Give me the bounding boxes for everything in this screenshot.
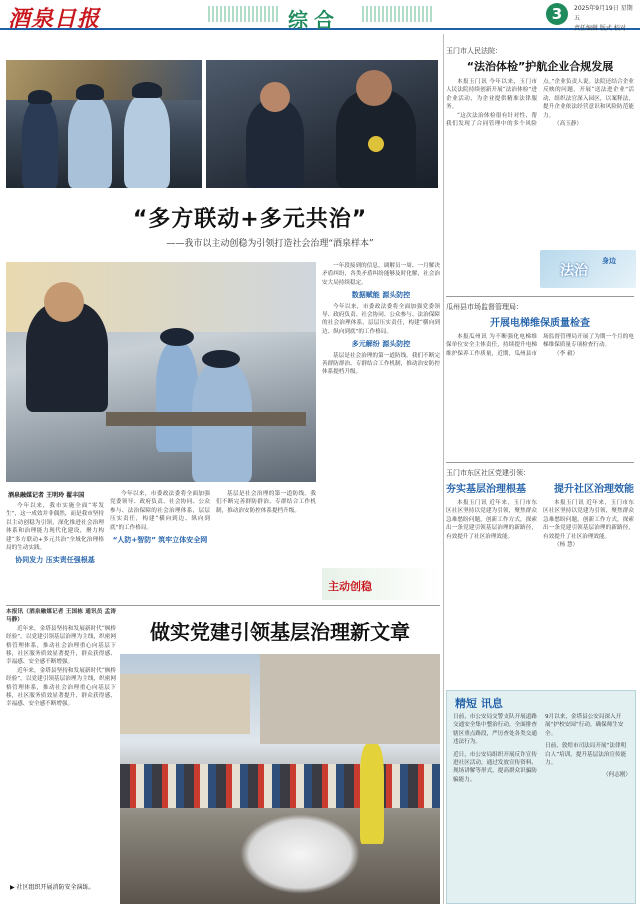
- issue-editors: 责任编辑 版式 校对: [574, 25, 626, 32]
- community-headline-row: [446, 480, 634, 495]
- photo-police-officers: [206, 60, 438, 188]
- section-title: 综合: [288, 8, 340, 32]
- elevator-headline: 开展电梯维保质量检查: [490, 318, 590, 329]
- elevator-kicker: 瓜州县市场监督管理局：: [446, 303, 523, 311]
- community-kicker: 玉门市东区社区党建引领：: [446, 469, 530, 477]
- bottom-intro-kicker: 本报讯（酒泉融媒记者 王国栋 通讯员 孟涛 马静）: [6, 609, 116, 624]
- brief-news-box: [446, 690, 636, 904]
- photo-fire-drill: [120, 654, 440, 904]
- masthead: [0, 0, 640, 30]
- lead-paragraph-3-repeat: 基层是社会治理的第一道防线。我们不断完善群防群治、专群结合工作机制，推动治安防控体系提档升级。: [322, 352, 440, 376]
- law-banner: [540, 250, 636, 288]
- lead-paragraph-1: 今年以来，我市实施全面“零发生”，这一成效并非偶然，而是我市坚持以主动创稳为引领，深化推进社会治理体系和治理能力现代化建设，聚力构建“多方联动+多元共治”全域化治理格局的生动实践。: [6, 503, 104, 552]
- brief-item-1: 日前，市公安局交警支队开展道路交通安全集中整治行动，全面排查辖区重点路段，严厉查处各类交通违法行为。: [453, 714, 537, 746]
- community-body: [446, 499, 634, 695]
- lead-byline: 酒泉融媒记者 王明玲 翟丰国: [8, 492, 85, 499]
- lead-subhead-1: 协同发力 压实责任强根基: [15, 556, 95, 565]
- lead-headline: “多方联动+多元共治”: [132, 207, 368, 232]
- lead-column-2: [110, 490, 210, 602]
- bottom-photo-caption: ▶ 社区组织开展消防安全演练。: [10, 884, 95, 891]
- right-divider-1: [446, 296, 634, 297]
- elevator-body: [446, 333, 634, 475]
- community-credit: （杨 慧）: [554, 542, 579, 549]
- lead-paragraph-2-repeat: 今年以来，市委政法委将全面加强党委领导、政府负责、社会协同、公众参与、法治保障的社会治理体系，层层压实责任，构建“横向到边、纵向到底”的工作格局。: [322, 303, 440, 335]
- right-divider-2: [446, 462, 634, 463]
- lead-paragraph-2: 今年以来，市委政法委将全面加强党委领导、政府负责、社会协同、公众参与、法治保障的社会治理体系，层层压实责任，构建“横向到边、纵向到底”的工作格局。: [110, 491, 210, 531]
- story-court: [446, 46, 634, 258]
- court-paragraph: “这次法治体检很有针对性，帮我们发现了合同管理中的多个风险点。”企业负责人说。法院还结合企业反映的问题，开展“送法进企业”活动，组织法官深入园区，以案释法，提升企业依法经营意识和风险防范能力。: [446, 79, 634, 128]
- issue-date: 2025年9月19日 星期五: [574, 5, 633, 22]
- issue-info: [574, 4, 638, 34]
- photo-community-service: [6, 262, 316, 482]
- lead-column-1: [6, 502, 104, 602]
- lead-subhead-3: 数据赋能 源头防控: [351, 291, 411, 300]
- decorative-stripes-right: [362, 6, 434, 22]
- column-divider: [443, 34, 444, 904]
- brief-item-2: 近日，市公安局组织开展反诈宣传进社区活动，通过发放宣传资料、现场讲解等形式，提高群众识骗防骗能力。: [453, 751, 537, 783]
- community-paragraph: 本报玉门讯 近年来，玉门市东区社区坚持以党建为引领，聚焦群众急难愁盼问题，创新工作方式，探索出一条党建引领基层治理的新路径，有效提升了社区治理效能。: [446, 500, 537, 540]
- lead-paragraph-3: 基层是社会治理的第一道防线。我们不断完善群防群治、专群结合工作机制，推动治安防控体系提档升级。: [216, 491, 316, 514]
- bottom-intro-paragraph: 近年来，金塔县坚持和发展新时代“枫桥经验”，以党建引领基层治理为主线，织密网格管理体系，推动社会治理重心向基层下移，社区服务质效显著提升，群众获得感、幸福感、安全感不断增强。: [6, 625, 116, 666]
- brief-news-body: [453, 713, 631, 901]
- brief-credit: （何志刚）: [603, 772, 631, 779]
- court-headline: “法治体检”护航企业合规发展: [466, 60, 614, 73]
- law-banner-subtitle: 身边: [602, 257, 616, 265]
- law-banner-title: 法治: [560, 263, 588, 279]
- community-headline-a: 夯实基层治理根基: [446, 484, 526, 495]
- bottom-intro-column: [6, 608, 116, 904]
- court-credit: （高玉静）: [554, 121, 582, 128]
- decorative-stripes-left: [208, 6, 280, 22]
- section-divider: [6, 605, 440, 606]
- story-community: [446, 468, 634, 695]
- lead-subhead-2: “人防+智防” 筑牢立体安全网: [112, 536, 208, 545]
- brand-graphic: [322, 568, 440, 600]
- court-body: [446, 78, 634, 258]
- brief-news-heading: 精短 讯息: [455, 697, 503, 710]
- brief-item-3: 9月以来，金塔县公安局深入开展“护校安园”行动，确保师生安全。: [545, 714, 624, 737]
- brief-item-4: 日前，敦煌市司法局开展“法律明白人”培训，提升基层法治宣传能力。: [545, 743, 627, 767]
- photo-police-patrol: [6, 60, 202, 188]
- newspaper-logo: 酒泉日报: [8, 6, 101, 32]
- story-elevator: [446, 302, 634, 475]
- court-kicker: 玉门市人民法院：: [446, 47, 502, 55]
- lead-paragraph-4: 一年段接到的信息，调解员一周、一月解决矛盾纠纷，各类矛盾纠纷能够及时化解，社会治安大局持续稳定。: [322, 263, 440, 286]
- lead-story-right-column: [322, 262, 440, 570]
- community-headline-b: 提升社区治理效能: [554, 484, 634, 495]
- court-byline: 本报玉门讯 今年以来，玉门市人民法院持续创新开展“法治体检”进企业活动，为企业提供精准法律服务。: [446, 79, 537, 111]
- lead-subhead-4: 多元解纷 源头防控: [351, 340, 411, 349]
- page-number-badge: 3: [546, 3, 568, 25]
- community-paragraph-2: 本报玉门讯 近年来，玉门市东区社区坚持以党建为引领，聚焦群众急难愁盼问题，创新工作方式，探索出一条党建引领基层治理的新路径，有效提升了社区治理效能。: [543, 500, 634, 540]
- brand-tag: 主动创稳: [328, 580, 372, 593]
- elevator-credit: （李 毅）: [554, 350, 579, 357]
- bottom-headline: 做实党建引领基层治理新文章: [150, 620, 410, 644]
- bottom-intro-paragraph-2: 近年来，金塔县坚持和发展新时代“枫桥经验”，以党建引领基层治理为主线，织密网格管理体系，推动社会治理重心向基层下移，社区服务质效显著提升，群众获得感、幸福感、安全感不断增强。: [6, 667, 116, 708]
- lead-column-3: [216, 490, 316, 602]
- lead-subheadline: ——我市以主动创稳为引领打造社会治理“酒泉样本”: [166, 239, 374, 249]
- elevator-paragraph: 本报瓜州讯 为不断强化电梯维保单位安全主体责任，持续提升电梯维护保养工作质量，近期，瓜州县市场监督管理局开展了为期一个月的电梯维保质量专项检查行动。: [446, 334, 634, 357]
